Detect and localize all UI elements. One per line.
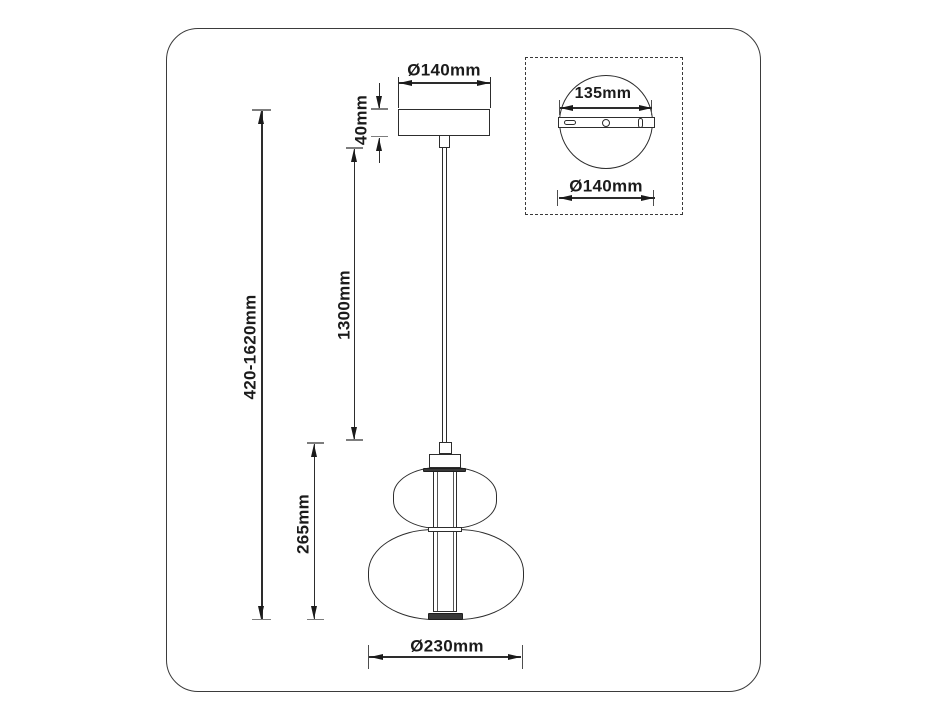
bracket-slot-right bbox=[638, 118, 643, 128]
arrow-left-icon bbox=[370, 654, 383, 660]
arrow-left-icon bbox=[560, 105, 573, 111]
shade-height-label: 265mm bbox=[293, 493, 313, 555]
dimension-line bbox=[261, 111, 262, 619]
arrow-right-icon bbox=[639, 105, 652, 111]
arrow-down-icon bbox=[351, 427, 357, 440]
canopy-cord-grip bbox=[439, 136, 450, 148]
canopy-height-label: 40mm bbox=[351, 94, 371, 146]
tube-inner-line bbox=[437, 472, 438, 611]
dimension-tick bbox=[522, 645, 523, 669]
dimension-tick bbox=[307, 619, 324, 621]
arrow-down-icon bbox=[311, 606, 317, 619]
arrow-right-icon bbox=[477, 80, 490, 86]
shade-diameter-label: Ø230mm bbox=[410, 636, 484, 656]
shade-cord-grip bbox=[439, 442, 452, 454]
top-flange bbox=[423, 468, 466, 473]
arrow-up-icon bbox=[258, 111, 264, 124]
arrow-left-icon bbox=[399, 80, 412, 86]
dimension-tick bbox=[346, 439, 363, 441]
arrow-up-icon bbox=[311, 444, 317, 457]
overall-height-label: 420-1620mm bbox=[240, 294, 260, 400]
center-tube bbox=[433, 471, 457, 612]
bracket-slot-left bbox=[564, 120, 576, 125]
bracket-center-hole bbox=[602, 119, 610, 127]
plate-diameter-label: Ø140mm bbox=[569, 176, 643, 196]
arrow-up-icon bbox=[376, 138, 382, 151]
plate-hole-spacing-label: 135mm bbox=[574, 85, 632, 102]
arrow-down-icon bbox=[258, 606, 264, 619]
middle-band bbox=[428, 527, 462, 532]
dimension-tick bbox=[252, 619, 271, 621]
arrow-right-icon bbox=[508, 654, 521, 660]
bottom-cap bbox=[428, 613, 463, 620]
tube-inner-line bbox=[453, 472, 454, 611]
canopy bbox=[398, 109, 490, 136]
extension-line bbox=[490, 77, 491, 108]
dimension-tick bbox=[371, 108, 388, 110]
suspension-cord bbox=[442, 148, 447, 442]
socket-housing bbox=[429, 454, 461, 468]
dimension-line bbox=[314, 444, 315, 619]
arrow-up-icon bbox=[351, 149, 357, 162]
arrow-right-icon bbox=[641, 195, 654, 201]
dimension-line bbox=[354, 149, 355, 439]
cord-length-label: 1300mm bbox=[334, 270, 353, 340]
arrow-down-icon bbox=[376, 96, 382, 109]
arrow-left-icon bbox=[559, 195, 572, 201]
dimension-line bbox=[369, 656, 521, 657]
canopy-diameter-label: Ø140mm bbox=[407, 60, 481, 80]
